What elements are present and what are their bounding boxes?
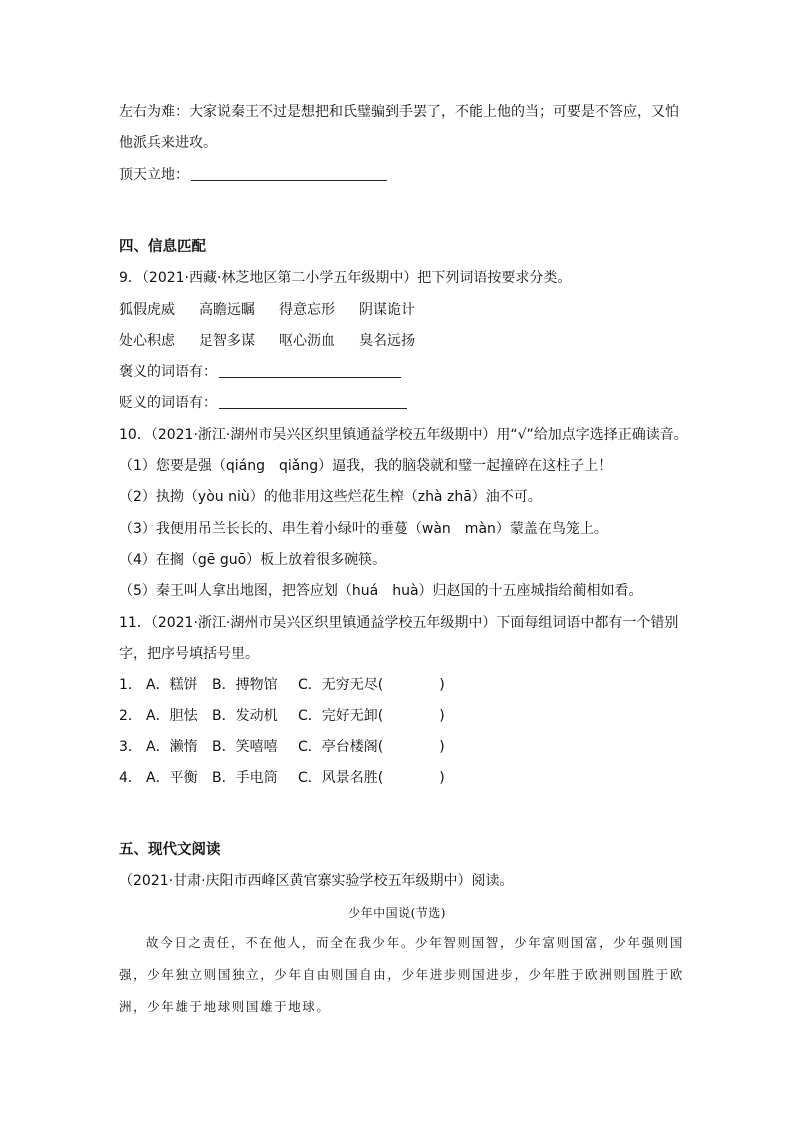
passage-text: 故今日之责任，不在他人，而全在我少年。少年智则国智，少年富则国富，少年强则国强，少年独立则国独立，少年自由则国自由，少年进步则国进步，少年胜于欧洲则国胜于欧洲，少年雄于地球则国雄于地球。 <box>119 935 684 1014</box>
q11-option-a: A．濑惰 <box>146 739 198 755</box>
q11-row-number: 3． <box>119 739 142 755</box>
q9-derog-line <box>119 393 684 413</box>
q11-option-b: B．搏物馆 <box>212 677 278 693</box>
q10-item-1: （1）您要是强（qiáng qiǎng）逼我，我的脑袋就和璧一起撞碎在这柱子上！ <box>119 458 613 474</box>
q11-row-3 <box>119 737 684 757</box>
q10-item-5: （5）秦王叫人拿出地图，把答应划（huá huà）归赵国的十五座城指给蔺相如看。 <box>119 583 643 599</box>
q9-word: 得意忘形 <box>279 302 335 318</box>
q11-close-paren: ) <box>439 677 445 693</box>
q11-stem-line-2: 字，把序号填括号里。 <box>119 646 259 662</box>
q11-row-number: 1． <box>119 677 142 693</box>
q11-row-1 <box>119 675 684 695</box>
q9-derog-blank[interactable] <box>219 394 407 409</box>
q10-item-4: （4）在搁（gē guō）板上放着很多碗筷。 <box>119 552 387 568</box>
q11-option-c: C．无穷无尽( <box>298 677 384 693</box>
section-4-heading: 四、信息匹配 <box>119 239 206 255</box>
q9-word: 处心积虑 <box>119 333 175 349</box>
q11-row-number: 4． <box>119 770 142 786</box>
q9-word: 阴谋诡计 <box>359 302 415 318</box>
q11-close-paren: ) <box>439 708 445 724</box>
q9-commend-blank[interactable] <box>219 363 401 378</box>
q11-row-number: 2． <box>119 708 142 724</box>
q11-option-c: C．风景名胜( <box>298 770 384 786</box>
q11-option-a: A．平衡 <box>146 770 198 786</box>
q9-word: 狐假虎威 <box>119 302 175 318</box>
q11-close-paren: ) <box>439 739 445 755</box>
idiom-answer-blank[interactable] <box>191 166 387 181</box>
q10-item-2: （2）执拗（yòu niù）的他非用这些烂花生榨（zhà zhā）油不可。 <box>119 489 542 505</box>
q11-row-4 <box>119 768 684 788</box>
idiom-answer-line <box>119 165 684 185</box>
q11-option-b: B．笑嘻嘻 <box>212 739 278 755</box>
q11-option-c: C．亭台楼阁( <box>298 739 384 755</box>
q9-word: 呕心沥血 <box>279 333 335 349</box>
q11-option-a: A．胆怯 <box>146 708 198 724</box>
q9-word: 臭名远扬 <box>359 333 415 349</box>
q11-option-a: A．糕饼 <box>146 677 198 693</box>
idiom-label: 顶天立地： <box>119 167 189 183</box>
passage-title: 少年中国说(节选) <box>348 906 446 920</box>
q9-word: 足智多谋 <box>199 333 255 349</box>
q9-commend-label: 褒义的词语有： <box>119 364 217 380</box>
prev-question-line-2: 他派兵来进攻。 <box>119 135 217 151</box>
q9-word-row-2 <box>119 331 684 351</box>
q9-word-row-1 <box>119 300 684 320</box>
section-5-heading: 五、现代文阅读 <box>119 842 221 858</box>
q9-commend-line <box>119 362 684 382</box>
q9-word: 高瞻远瞩 <box>199 302 255 318</box>
q11-close-paren: ) <box>439 770 445 786</box>
reading-source: （2021·甘肃·庆阳市西峰区黄官寨实验学校五年级期中）阅读。 <box>119 873 514 889</box>
q11-row-2 <box>119 706 684 726</box>
q11-option-b: B．手电筒 <box>212 770 278 786</box>
q10-stem: 10．（2021·浙江·湖州市吴兴区织里镇通益学校五年级期中）用“√”给加点字选择正确读音。 <box>119 427 688 443</box>
q11-option-c: C．完好无卸( <box>298 708 384 724</box>
q11-option-b: B．发动机 <box>212 708 278 724</box>
q11-stem-line-1: 11．（2021·浙江·湖州市吴兴区织里镇通益学校五年级期中）下面每组词语中都有一个错别 <box>119 615 679 631</box>
q9-derog-label: 贬义的词语有： <box>119 395 217 411</box>
q9-stem: 9．（2021·西藏·林芝地区第二小学五年级期中）把下列词语按要求分类。 <box>119 270 572 286</box>
prev-question-line-1: 左右为难：大家说秦王不过是想把和氏璧骗到手罢了，不能上他的当；可要是不答应，又怕 <box>119 104 679 120</box>
q10-item-3: （3）我便用吊兰长长的、串生着小绿叶的垂蔓（wàn màn）蒙盖在鸟笼上。 <box>119 521 608 537</box>
